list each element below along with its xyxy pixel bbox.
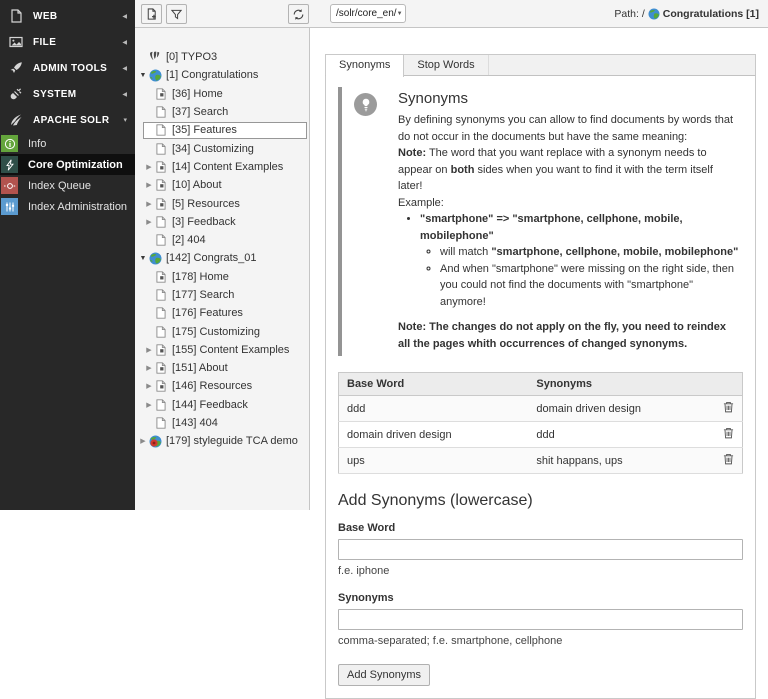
sidebar-section-web[interactable] xyxy=(0,3,135,29)
plug-icon xyxy=(9,87,23,101)
column-header-synonyms: Synonyms xyxy=(528,373,714,396)
chevron-down-icon: ▼ xyxy=(396,10,403,17)
sidebar-section-apache-solr[interactable] xyxy=(0,107,135,133)
page-content-icon xyxy=(154,361,168,375)
sidebar-section-admin-tools[interactable] xyxy=(0,55,135,81)
rocket-icon xyxy=(9,61,23,75)
tree-item[interactable] xyxy=(135,359,309,377)
table-row xyxy=(339,396,743,422)
image-icon xyxy=(9,35,23,49)
tree-item-label: [155] Content Examples xyxy=(172,343,290,356)
expand-arrow-icon[interactable]: ▶ xyxy=(146,200,152,208)
lightbulb-icon xyxy=(354,93,377,116)
expand-arrow-icon[interactable]: ▼ xyxy=(139,254,147,262)
page-icon xyxy=(154,416,168,430)
tree-item-label: [0] TYPO3 xyxy=(166,51,218,64)
module-sidebar xyxy=(0,0,135,510)
collapse-arrow-icon: ◀ xyxy=(122,65,127,72)
path-label: Path: / xyxy=(614,7,645,20)
sidebar-item-index-queue[interactable] xyxy=(0,175,135,196)
page-icon xyxy=(9,9,23,23)
add-synonyms-form xyxy=(338,492,743,686)
tab-bar xyxy=(325,54,756,76)
tree-item[interactable] xyxy=(135,286,309,304)
page-content-icon xyxy=(154,178,168,192)
column-header-base-word: Base Word xyxy=(339,373,529,396)
base-word-hint: f.e. iphone xyxy=(338,565,390,577)
sidebar-item-label: Core Optimization xyxy=(28,158,123,171)
base-word-input[interactable] xyxy=(338,539,743,560)
tree-item[interactable] xyxy=(135,377,309,395)
page-icon xyxy=(154,306,168,320)
sidebar-section-system[interactable] xyxy=(0,81,135,107)
expand-arrow-icon[interactable]: ▶ xyxy=(146,401,152,409)
solr-icon xyxy=(9,113,23,127)
expand-arrow-icon[interactable]: ▶ xyxy=(146,346,152,354)
tree-item[interactable] xyxy=(135,176,309,194)
expand-arrow-icon[interactable]: ▶ xyxy=(146,182,152,190)
cell-synonyms: domain driven design xyxy=(528,396,714,422)
tree-item[interactable] xyxy=(135,213,309,231)
tree-item-label: [2] 404 xyxy=(172,234,206,247)
globe-red-icon xyxy=(148,434,162,448)
cell-synonyms: ddd xyxy=(528,422,714,448)
sidebar-item-info[interactable] xyxy=(0,133,135,154)
collapse-arrow-icon: ◀ xyxy=(122,13,127,20)
delete-synonym-button[interactable] xyxy=(723,427,734,439)
page-content-icon xyxy=(154,160,168,174)
tree-item[interactable] xyxy=(135,249,309,267)
synonyms-table xyxy=(338,372,743,474)
callout-paragraph: By defining synonyms you can allow to find documents by words that do not occur in the documents but have the same meaning: xyxy=(398,114,734,143)
tree-item[interactable] xyxy=(135,322,309,340)
page-content-icon xyxy=(154,197,168,211)
column-header-actions xyxy=(715,373,743,396)
page-content-icon xyxy=(154,87,168,101)
tree-item[interactable] xyxy=(135,158,309,176)
cell-actions xyxy=(715,448,743,474)
top-toolbar xyxy=(135,0,768,28)
tree-item[interactable] xyxy=(135,414,309,432)
page-content-icon xyxy=(154,270,168,284)
expand-arrow-icon[interactable]: ▶ xyxy=(146,163,152,171)
tree-item[interactable] xyxy=(135,432,309,450)
page-tree xyxy=(135,28,310,510)
cell-actions xyxy=(715,422,743,448)
queue-node-icon xyxy=(1,177,18,194)
info-icon xyxy=(1,135,18,152)
lightning-icon xyxy=(1,156,18,173)
base-word-label: Base Word xyxy=(338,522,396,534)
cell-synonyms: shit happans, ups xyxy=(528,448,714,474)
tree-item[interactable] xyxy=(135,66,309,84)
tree-item[interactable] xyxy=(135,48,309,66)
page-icon xyxy=(154,398,168,412)
tree-item-label: [143] 404 xyxy=(172,417,218,430)
synonyms-hint: comma-separated; f.e. smartphone, cellphone xyxy=(338,635,563,647)
tree-item[interactable] xyxy=(135,341,309,359)
synonyms-info-callout xyxy=(338,87,743,356)
callout-reindex-note: Note: The changes do not apply on the fly, you need to reindex all the pages whith occurrences of changed synonyms. xyxy=(398,321,726,350)
page-icon xyxy=(154,123,168,137)
page-icon xyxy=(154,325,168,339)
sidebar-section-label: ADMIN TOOLS xyxy=(33,62,108,74)
sliders-icon xyxy=(1,198,18,215)
expand-arrow-icon[interactable]: ▼ xyxy=(139,71,147,79)
expand-arrow-icon[interactable]: ▶ xyxy=(146,365,152,373)
globe-icon xyxy=(148,68,162,82)
expand-arrow-icon[interactable]: ▶ xyxy=(146,218,152,226)
synonyms-label: Synonyms xyxy=(338,592,394,604)
new-page-icon xyxy=(145,8,158,21)
module-panel xyxy=(325,54,756,699)
tree-item-label: [146] Resources xyxy=(172,380,253,393)
core-select-value: /solr/core_en/ xyxy=(336,8,397,19)
delete-synonym-button[interactable] xyxy=(723,453,734,465)
page-icon xyxy=(154,142,168,156)
tree-item-label: [179] styleguide TCA demo xyxy=(166,435,298,448)
cell-base-word: domain driven design xyxy=(339,422,529,448)
cell-base-word: ddd xyxy=(339,396,529,422)
globe-icon xyxy=(648,8,660,20)
tree-item-label: [37] Search xyxy=(172,106,229,119)
cell-base-word: ups xyxy=(339,448,529,474)
tree-item-label: [14] Content Examples xyxy=(172,160,284,173)
example-subitem: ◦ will match "smartphone, cellphone, mobile, mobilephone" xyxy=(440,244,739,261)
tree-item-label: [35] Features xyxy=(172,124,237,137)
collapse-arrow-icon: ◀ xyxy=(122,91,127,98)
synonyms-input[interactable] xyxy=(338,609,743,630)
tab-synonyms[interactable]: Synonyms xyxy=(326,55,404,77)
page-content-icon xyxy=(154,379,168,393)
sidebar-item-label: Info xyxy=(28,137,47,150)
callout-note: Note: The word that you want replace with a synonym needs to appear on both sides when you want to find it with the term itself later! xyxy=(398,147,713,192)
tree-item[interactable] xyxy=(135,268,309,286)
core-select-dropdown[interactable] xyxy=(330,4,406,23)
sidebar-item-label: Index Queue xyxy=(28,179,91,192)
example-item: • "smartphone" => "smartphone, cellphone, mobile, mobilephone" ◦ will match "smartphone, cellphone, mobile, mobilephone" ◦ And when "smartphone" were missing on the right side, then you could not find the documents with "smartphone" anymore! xyxy=(420,211,739,310)
typo3-icon xyxy=(148,50,162,64)
tree-item-label: [36] Home xyxy=(172,87,223,100)
delete-synonym-button[interactable] xyxy=(723,401,734,413)
tree-item-label: [3] Feedback xyxy=(172,215,236,228)
tree-item-label: [10] About xyxy=(172,179,222,192)
tree-item-label: [142] Congrats_01 xyxy=(166,252,257,265)
sidebar-item-label: Index Administration xyxy=(28,200,128,213)
page-icon xyxy=(154,105,168,119)
example-list xyxy=(420,211,739,310)
form-heading: Add Synonyms (lowercase) xyxy=(338,492,533,509)
tree-item-label: [178] Home xyxy=(172,270,229,283)
tree-item[interactable] xyxy=(135,396,309,414)
tree-item[interactable] xyxy=(135,139,309,157)
expand-arrow-icon: ▾ xyxy=(123,117,127,124)
filter-button[interactable] xyxy=(166,4,187,24)
tree-item-label: [151] About xyxy=(172,362,228,375)
callout-title: Synonyms xyxy=(398,90,469,107)
tab-content xyxy=(325,76,756,699)
collapse-arrow-icon: ◀ xyxy=(122,39,127,46)
main-content xyxy=(311,28,768,681)
globe-icon xyxy=(148,251,162,265)
page-content-icon xyxy=(154,343,168,357)
callout-example-label: Example: xyxy=(398,196,444,209)
sidebar-item-index-administration[interactable] xyxy=(0,196,135,217)
example-subitem: ◦ And when "smartphone" were missing on the right side, then you could not find the documents with "smartphone" anymore! xyxy=(440,261,739,311)
tree-item-label: [176] Features xyxy=(172,307,243,320)
expand-arrow-icon[interactable]: ▶ xyxy=(140,438,146,446)
tree-item-label: [5] Resources xyxy=(172,197,240,210)
sidebar-section-label: APACHE SOLR xyxy=(33,114,110,126)
sidebar-section-label: WEB xyxy=(33,10,58,22)
path-page-title: Congratulations [1] xyxy=(662,7,759,20)
sidebar-section-file[interactable] xyxy=(0,29,135,55)
refresh-button[interactable] xyxy=(288,4,309,24)
table-header-row xyxy=(339,373,743,396)
tree-item-label: [177] Search xyxy=(172,289,235,301)
sidebar-section-label: SYSTEM xyxy=(33,88,77,100)
tree-item[interactable] xyxy=(135,121,309,139)
sidebar-item-core-optimization[interactable] xyxy=(0,154,135,175)
tree-item-label: [34] Customizing xyxy=(172,142,254,155)
add-synonyms-button[interactable]: Add Synonyms xyxy=(338,664,430,686)
expand-arrow-icon[interactable]: ▶ xyxy=(146,383,152,391)
tree-item[interactable] xyxy=(135,194,309,212)
table-row xyxy=(339,422,743,448)
tree-item[interactable] xyxy=(135,103,309,121)
sidebar-section-label: FILE xyxy=(33,36,57,48)
page-icon xyxy=(154,233,168,247)
new-page-button[interactable] xyxy=(141,4,162,24)
filter-icon xyxy=(171,9,182,20)
tree-item[interactable] xyxy=(135,85,309,103)
tree-item[interactable] xyxy=(135,231,309,249)
page-icon xyxy=(154,288,168,302)
cell-actions xyxy=(715,396,743,422)
tree-item-label: [1] Congratulations xyxy=(166,69,259,82)
tree-item-label: [175] Customizing xyxy=(172,325,261,338)
tab-stop-words[interactable]: Stop Words xyxy=(404,55,488,75)
table-row xyxy=(339,448,743,474)
tree-item-label: [144] Feedback xyxy=(172,398,248,411)
page-path xyxy=(614,0,759,27)
refresh-icon xyxy=(292,8,305,21)
tree-item[interactable] xyxy=(135,304,309,322)
page-icon xyxy=(154,215,168,229)
